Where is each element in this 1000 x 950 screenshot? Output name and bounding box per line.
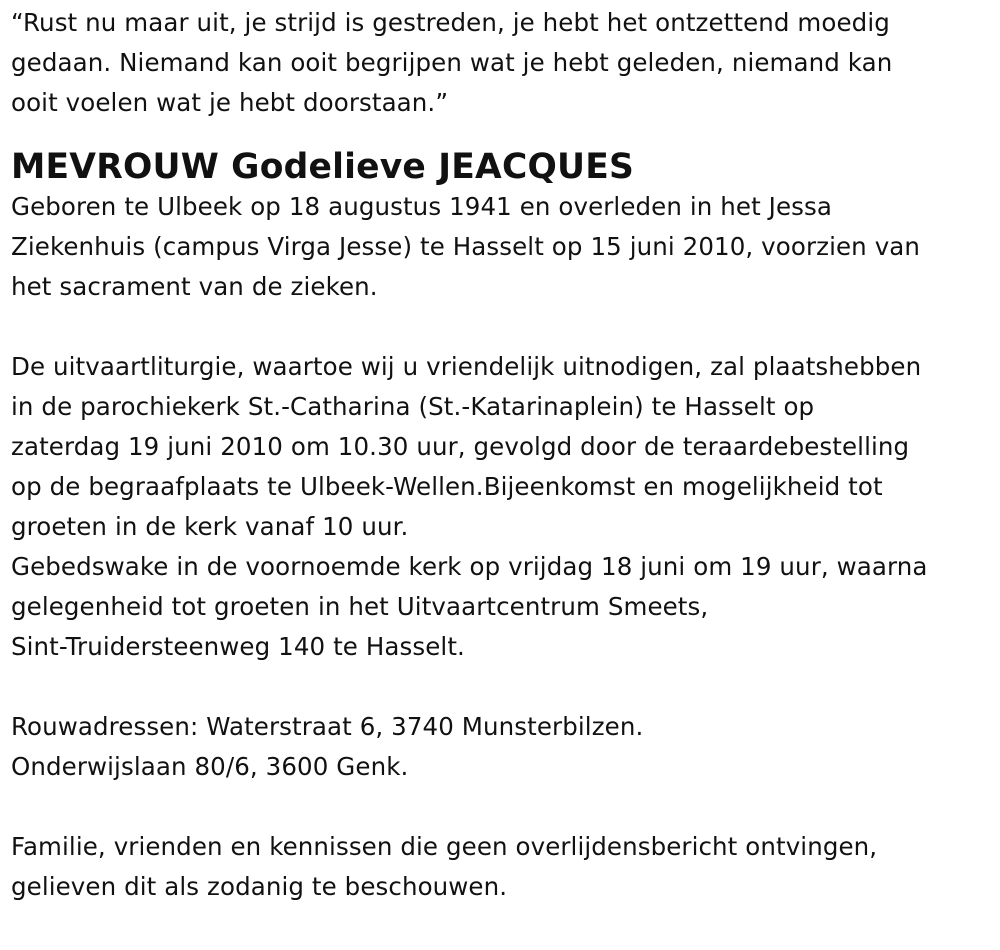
birth-death-paragraph — [11, 187, 996, 307]
deceased-name: MEVROUW Godelieve JEACQUES — [11, 147, 635, 187]
closing-paragraph — [11, 827, 996, 907]
paragraph-line: gelieven dit als zodanig te beschouwen. — [11, 872, 508, 901]
paragraph-line: Onderwijslaan 80/6, 3600 Genk. — [11, 752, 409, 781]
memorial-quote — [11, 3, 996, 123]
paragraph-line: het sacrament van de zieken. — [11, 272, 378, 301]
paragraph-line: Ziekenhuis (campus Virga Jesse) te Hasselt op 15 juni 2010, voorzien van — [11, 232, 921, 261]
paragraph-line: Geboren te Ulbeek op 18 augustus 1941 en overleden in het Jessa — [11, 192, 833, 221]
quote-line: gedaan. Niemand kan ooit begrijpen wat je hebt geleden, niemand kan — [11, 48, 893, 77]
paragraph-line: Rouwadressen: Waterstraat 6, 3740 Munsterbilzen. — [11, 712, 644, 741]
quote-line: “Rust nu maar uit, je strijd is gestreden, je hebt het ontzettend moedig — [11, 8, 890, 37]
paragraph-line: op de begraafplaats te Ulbeek-Wellen.Bijeenkomst en mogelijkheid tot — [11, 472, 883, 501]
paragraph-line: Sint-Truidersteenweg 140 te Hasselt. — [11, 632, 465, 661]
funeral-paragraph — [11, 347, 996, 667]
paragraph-line: De uitvaartliturgie, waartoe wij u vriendelijk uitnodigen, zal plaatshebben — [11, 352, 922, 381]
paragraph-line: groeten in de kerk vanaf 10 uur. — [11, 512, 409, 541]
quote-line: ooit voelen wat je hebt doorstaan.” — [11, 88, 449, 117]
paragraph-line: gelegenheid tot groeten in het Uitvaartcentrum Smeets, — [11, 592, 709, 621]
addresses-paragraph — [11, 707, 996, 787]
paragraph-line: in de parochiekerk St.-Catharina (St.-Katarinaplein) te Hasselt op — [11, 392, 815, 421]
paragraph-line: Familie, vrienden en kennissen die geen overlijdensbericht ontvingen, — [11, 832, 878, 861]
paragraph-line: Gebedswake in de voornoemde kerk op vrijdag 18 juni om 19 uur, waarna — [11, 552, 928, 581]
paragraph-line: zaterdag 19 juni 2010 om 10.30 uur, gevolgd door de teraardebestelling — [11, 432, 910, 461]
obituary-notice — [11, 3, 996, 907]
